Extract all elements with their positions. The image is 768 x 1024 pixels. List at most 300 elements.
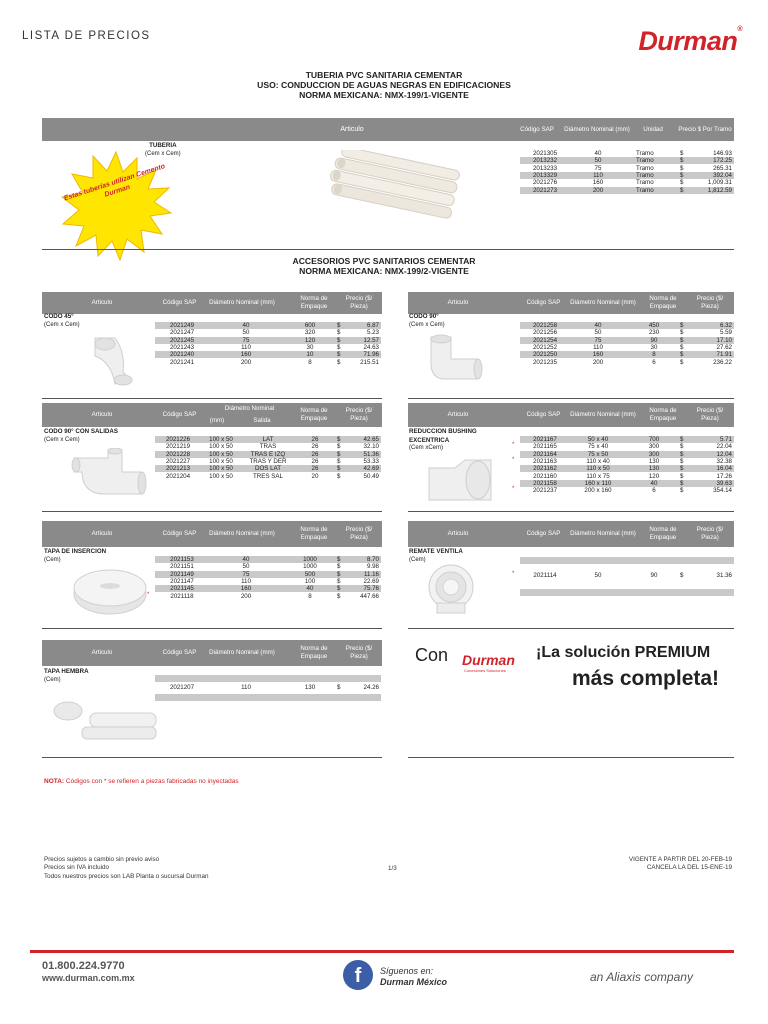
codo-salidas-image (68, 448, 148, 498)
codigo-cell: 2021254 (532, 336, 558, 344)
empaque-cell: 6 (652, 358, 656, 366)
remate-name: REMATE VENTILA (409, 548, 463, 555)
currency-cell: $ (337, 585, 341, 593)
precio-cell: 42.65 (363, 436, 379, 443)
empaque-cell: 90 (650, 572, 658, 579)
precio-cell: 53.33 (363, 457, 379, 465)
diametro-cell: 75 (242, 570, 250, 578)
salida-cell: TRES SAL (253, 472, 283, 480)
footer-left (44, 856, 209, 881)
codigo-cell: 2021219 (165, 443, 191, 451)
salida-cell: TRAS E IZQ (250, 450, 286, 458)
codigo-cell: 2021249 (169, 322, 195, 329)
header-norma: Norma de Empaque (300, 526, 328, 541)
diametro-cell: 110 x 50 (586, 465, 610, 473)
diametro-cell: 160 (592, 351, 604, 359)
header-diametro: Diámetro Nominal (mm) (564, 125, 630, 133)
table-row (155, 578, 381, 585)
divider (408, 628, 734, 629)
empaque-cell: 1000 (303, 556, 317, 563)
diametro-cell: 75 (594, 336, 602, 344)
codigo-cell: 2021147 (170, 577, 194, 585)
codigo-cell: 2021243 (169, 343, 195, 351)
unidad-cell: Tramo (636, 186, 654, 194)
table-row (512, 456, 734, 465)
currency-cell: $ (337, 570, 341, 578)
codo45-label (44, 313, 80, 329)
codigo-cell: 2021305 (532, 150, 558, 157)
table-row (155, 451, 381, 458)
diametro-cell: 100 x 50 (209, 443, 233, 451)
currency-cell: $ (680, 164, 684, 172)
header-diametro: Diámetro Nominal (mm) (570, 299, 636, 306)
currency-cell: $ (337, 443, 341, 451)
currency-cell: $ (680, 171, 684, 179)
currency-cell: $ (337, 457, 341, 465)
diametro-cell: 75 x 50 (587, 450, 609, 458)
codo90-image (425, 333, 485, 388)
tube-table-header (42, 118, 734, 141)
header-codigo: Código SAP (162, 649, 197, 656)
codigo-cell: 2021237 (532, 487, 558, 495)
unidad-cell: Tramo (636, 171, 654, 179)
codigo-cell: 2013232 (532, 157, 558, 165)
empaque-cell: 26 (311, 450, 319, 458)
empaque-cell: 120 (648, 472, 660, 480)
currency-cell: $ (680, 351, 684, 359)
header-codigo: Código SAP (526, 530, 561, 537)
codigo-cell: 2021118 (170, 592, 194, 600)
divider (408, 757, 734, 758)
tapa-hembra-label (44, 668, 89, 684)
header-articulo: Articulo (340, 125, 364, 133)
precio-cell: 1,009.31 (707, 179, 732, 187)
diametro-cell: 50 (594, 572, 602, 579)
currency-cell: $ (337, 472, 341, 480)
header-articulo: Articulo (91, 649, 113, 656)
header-diametro: Diámetro Nominal (224, 405, 275, 412)
promo-logo-sub: Conexiones Soluciones (464, 668, 506, 673)
header-articulo: Articulo (91, 411, 113, 418)
currency-cell: $ (337, 343, 341, 351)
empaque-cell: 40 (306, 585, 314, 593)
accesorios-heading (0, 256, 768, 276)
precio-cell: 146.93 (713, 150, 732, 157)
header-codigo: Código SAP (526, 411, 561, 418)
empaque-cell: 500 (304, 570, 316, 578)
remate-sub: (Cem) (409, 556, 426, 563)
codigo-cell: 2021226 (165, 436, 191, 443)
footer-left-3: Todos nuestros precios son LAB Planta o sucursal Durman (44, 872, 209, 880)
fabricated-asterisk: * (512, 442, 515, 449)
header-codigo: Código SAP (162, 530, 197, 537)
header-diametro: Diámetro Nominal (mm) (209, 530, 275, 537)
precio-cell: 24.26 (363, 684, 379, 691)
main-heading-line1: TUBERIA PVC SANITARIA CEMENTAR (305, 70, 463, 80)
facebook-line1: Síguenos en: (380, 966, 434, 976)
diametro-cell: 75 (594, 164, 602, 172)
codo90-name: CODO 90° (409, 313, 439, 320)
currency-cell: $ (680, 457, 684, 465)
diametro-cell: 200 (240, 592, 252, 600)
table-row (512, 571, 734, 579)
contact-phone[interactable]: 01.800.224.9770 (42, 960, 125, 972)
divider (42, 511, 382, 512)
table-row (155, 359, 381, 366)
table-row (520, 465, 734, 472)
pvc-pipes-image (325, 150, 465, 230)
diametro-cell: 110 (241, 684, 251, 691)
tuberia-name: TUBERIA (149, 142, 177, 149)
codo-salidas-sub: (Cem x Cem) (44, 436, 80, 443)
header-articulo: Articulo (91, 299, 113, 306)
precio-cell: 27.62 (716, 343, 732, 351)
empaque-cell: 10 (306, 351, 314, 359)
table-row (520, 344, 734, 351)
header-norma: Norma de Empaque (649, 407, 677, 422)
precio-cell: 50.49 (363, 472, 379, 480)
codigo-cell: 2021151 (170, 563, 194, 571)
table-row (520, 337, 734, 344)
header-norma: Norma de Empaque (300, 407, 328, 422)
precio-cell: 42.69 (363, 465, 379, 473)
diametro-cell: 110 (241, 577, 251, 585)
precio-cell: 6.87 (366, 322, 379, 329)
precio-cell: 236.22 (713, 358, 732, 366)
currency-cell: $ (337, 450, 341, 458)
table-row (155, 337, 381, 344)
table-row (512, 442, 734, 451)
header-precio: Precio $ Por Tramo (678, 125, 732, 133)
starburst-text: Estas tuberías utilizan Cemento Durman (63, 163, 167, 203)
header-mm: (mm) (209, 417, 225, 424)
footer-right-2: CANCELA LA DEL 15-ENE-19 (646, 864, 732, 872)
diametro-cell: 40 (242, 322, 250, 329)
salida-cell: TRAS (259, 443, 277, 451)
currency-cell: $ (337, 592, 341, 600)
table-row (155, 473, 381, 480)
diametro-cell: 160 x 110 (584, 479, 612, 487)
diametro-cell: 110 x 75 (586, 472, 610, 480)
diametro-cell: 100 x 50 (209, 450, 233, 458)
currency-cell: $ (337, 436, 341, 443)
header-precio: Precio ($/ Pieza) (345, 526, 373, 541)
header-diametro: Diámetro Nominal (mm) (570, 411, 636, 418)
codo45-header (42, 292, 382, 314)
codigo-cell: 2021245 (169, 336, 195, 344)
header-codigo: Código SAP (520, 125, 554, 133)
precio-cell: 12.57 (363, 336, 379, 344)
tapa-insercion-image (70, 566, 150, 616)
codigo-cell: 2021204 (165, 472, 191, 480)
header-articulo: Articulo (91, 530, 113, 537)
header-norma: Norma de Empaque (300, 295, 328, 310)
header-codigo: Código SAP (162, 411, 197, 418)
table-row (155, 563, 381, 570)
divider (42, 628, 382, 629)
tapa-insercion-name: TAPA DE INSERCION (44, 548, 107, 555)
table-row (520, 329, 734, 336)
currency-cell: $ (337, 336, 341, 344)
precio-cell: 16.04 (716, 465, 732, 473)
durman-logo (638, 26, 742, 57)
fabricated-asterisk: * (147, 591, 150, 598)
empaque-cell: 8 (308, 358, 312, 366)
reduccion-image (425, 458, 495, 503)
footer-left-1: Precios sujetos a cambio sin previo aviso (44, 856, 160, 863)
codigo-cell: 2021165 (533, 443, 557, 451)
table-row (155, 344, 381, 351)
precio-cell: 12.04 (716, 450, 732, 458)
empaque-cell: 450 (648, 322, 660, 329)
header-precio: Precio ($/ Pieza) (696, 295, 724, 310)
table-row (155, 436, 381, 443)
diametro-cell: 200 x 160 (584, 487, 612, 495)
aliaxis-logo: an Aliaxis company (590, 970, 693, 984)
header-norma: Norma de Empaque (300, 645, 328, 660)
precio-cell: 75.76 (363, 585, 379, 593)
empaque-cell: 30 (650, 343, 658, 351)
empaque-cell: 90 (650, 336, 658, 344)
empaque-cell: 320 (304, 329, 316, 337)
table-row (155, 684, 381, 691)
precio-cell: 31.36 (716, 572, 732, 579)
header-salida: Salida (253, 417, 271, 424)
codigo-cell: 2021164 (533, 450, 557, 458)
currency-cell: $ (680, 472, 684, 480)
currency-cell: $ (337, 322, 341, 329)
precio-cell: 17.26 (716, 472, 732, 480)
tapa-hembra-image (52, 697, 162, 742)
header-codigo: Código SAP (162, 299, 197, 306)
table-row (155, 465, 381, 472)
currency-cell: $ (680, 322, 684, 329)
main-heading-line2: USO: CONDUCCION DE AGUAS NEGRAS EN EDIFICACIONES (257, 80, 511, 90)
precio-cell: 71.91 (716, 351, 732, 359)
diametro-cell: 40 (594, 150, 602, 157)
codigo-cell: 2021227 (165, 457, 191, 465)
diametro-cell: 110 (593, 171, 603, 179)
currency-cell: $ (680, 358, 684, 366)
precio-cell: 22.69 (363, 577, 379, 585)
currency-cell: $ (680, 443, 684, 451)
diametro-cell: 200 (592, 358, 604, 366)
empaque-cell: 26 (311, 443, 319, 451)
table-row (520, 165, 734, 172)
precio-cell: 71.96 (363, 351, 379, 359)
codigo-cell: 2013233 (532, 164, 558, 172)
empaque-cell: 700 (648, 436, 660, 443)
main-heading (0, 70, 768, 100)
empaque-cell: 230 (648, 329, 660, 337)
fabricated-asterisk: * (512, 456, 515, 463)
table-row (520, 157, 734, 164)
table-row (155, 571, 381, 578)
empaque-cell: 26 (311, 465, 319, 473)
footer-right-1: VIGENTE A PARTIR DEL 20-FEB-19 (628, 856, 732, 863)
diametro-cell: 110 (593, 343, 603, 351)
empaque-cell: 120 (304, 336, 316, 344)
divider (42, 249, 734, 250)
precio-cell: 6.32 (719, 322, 732, 329)
codo-salidas-name: CODO 90° CON SALIDAS (44, 428, 118, 435)
diametro-cell: 110 (241, 343, 251, 351)
codo45-sub: (Cem x Cem) (44, 321, 80, 328)
divider (42, 398, 382, 399)
precio-cell: 11.16 (363, 570, 379, 578)
codigo-cell: 2021160 (533, 472, 557, 480)
empaque-cell: 8 (308, 592, 312, 600)
promo-line2: más completa! (572, 667, 720, 690)
table-row (155, 443, 381, 450)
currency-cell: $ (337, 577, 341, 585)
header-precio: Precio ($/ Pieza) (345, 645, 373, 660)
header-diametro: Diámetro Nominal (mm) (209, 299, 275, 306)
codigo-cell: 2021252 (532, 343, 558, 351)
reduccion-sub: (Cem xCem) (409, 445, 443, 451)
precio-cell: 215.51 (360, 358, 379, 366)
diametro-cell: 160 (240, 351, 252, 359)
table-row (147, 591, 381, 600)
divider (408, 398, 734, 399)
currency-cell: $ (680, 186, 684, 194)
header-norma: Norma de Empaque (649, 295, 677, 310)
header-articulo: Articulo (447, 411, 469, 418)
precio-cell: 32.38 (716, 457, 732, 465)
currency-cell: $ (680, 436, 684, 443)
bottom-red-bar (30, 950, 734, 953)
salida-cell: DOS LAT (254, 465, 281, 473)
currency-cell: $ (680, 487, 684, 495)
diametro-cell: 50 x 40 (587, 436, 609, 443)
table-row (155, 322, 381, 329)
codigo-cell: 2021241 (169, 358, 195, 366)
codigo-cell: 2021213 (165, 465, 191, 473)
codigo-cell: 2013329 (532, 171, 558, 179)
currency-cell: $ (680, 343, 684, 351)
codigo-cell: 2021247 (169, 329, 195, 337)
empaque-cell: 130 (304, 684, 316, 691)
header-precio: Precio ($/ Pieza) (345, 295, 373, 310)
empaque-cell: 26 (311, 457, 319, 465)
currency-cell: $ (337, 351, 341, 359)
codo-salidas-header (42, 403, 382, 427)
currency-cell: $ (680, 157, 684, 165)
header-diametro: Diámetro Nominal (mm) (570, 530, 636, 537)
codigo-cell: 2021149 (170, 570, 194, 578)
currency-cell: $ (680, 336, 684, 344)
header-diametro: Diámetro Nominal (mm) (209, 649, 275, 656)
document-title: LISTA DE PRECIOS (22, 30, 151, 42)
empaque-cell: 130 (648, 457, 660, 465)
table-row (520, 187, 734, 194)
contact-website[interactable]: www.durman.com.mx (42, 973, 135, 983)
empaque-cell: 40 (650, 479, 658, 487)
precio-cell: 172.25 (713, 157, 732, 165)
unidad-cell: Tramo (636, 150, 654, 157)
precio-cell: 22.04 (716, 443, 732, 451)
salida-cell: LAT (262, 436, 274, 443)
currency-cell: $ (337, 563, 341, 571)
currency-cell: $ (680, 450, 684, 458)
currency-cell: $ (680, 572, 684, 579)
codigo-cell: 2021273 (532, 186, 558, 194)
codo45-image (85, 332, 140, 387)
codigo-cell: 2021207 (169, 684, 195, 691)
precio-cell: 447.66 (360, 592, 379, 600)
header-articulo: Articulo (447, 530, 469, 537)
codigo-cell: 2021162 (533, 465, 557, 473)
table-row (520, 359, 734, 366)
codigo-cell: 2021250 (532, 351, 558, 359)
unidad-cell: Tramo (636, 157, 654, 165)
tapa-insercion-header (42, 521, 382, 547)
tapa-hembra-header (42, 640, 382, 666)
table-row (520, 480, 734, 487)
table-row (155, 351, 381, 358)
empaque-cell: 130 (648, 465, 660, 473)
diametro-cell: 50 (594, 157, 602, 165)
diametro-cell: 100 x 50 (209, 457, 233, 465)
header-articulo: Articulo (447, 299, 469, 306)
currency-cell: $ (337, 465, 341, 473)
table-row (520, 473, 734, 480)
codigo-cell: 2021240 (169, 351, 195, 359)
precio-cell: 51.36 (363, 450, 379, 458)
diametro-cell: 50 (242, 329, 250, 337)
divider (42, 757, 382, 758)
diametro-cell: 110 x 40 (586, 457, 610, 465)
empaque-cell: 6 (652, 487, 656, 495)
currency-cell: $ (680, 479, 684, 487)
reduccion-label (409, 428, 489, 453)
footer-left-2: Precios sin IVA incluido (44, 864, 109, 872)
page-number: 1/3 (388, 865, 397, 872)
facebook-icon[interactable]: f (343, 960, 373, 990)
empaque-cell: 26 (311, 436, 319, 443)
codigo-cell: 2021235 (532, 358, 558, 366)
diametro-cell: 200 (240, 358, 252, 366)
note-label: NOTA: (44, 778, 65, 785)
precio-cell: 8.70 (366, 556, 379, 563)
remate-header (408, 521, 734, 547)
reduccion-name: REDUCCION BUSHING EXCENTRICA (409, 428, 477, 444)
tapa-insercion-label (44, 548, 106, 564)
note (44, 778, 239, 785)
codo45-name: CODO 45° (44, 313, 74, 320)
brand-name: Durman (638, 26, 738, 56)
table-row (520, 150, 734, 157)
fabricated-asterisk: * (512, 571, 515, 577)
empaque-cell: 30 (306, 343, 314, 351)
fabricated-asterisk: * (512, 486, 515, 493)
currency-cell: $ (337, 358, 341, 366)
facebook-follow[interactable] (380, 966, 447, 988)
precio-cell: 39.63 (716, 479, 732, 487)
reduccion-header (408, 403, 734, 427)
diametro-cell: 160 (240, 585, 252, 593)
precio-cell: 32.10 (363, 443, 379, 451)
empaque-cell: 100 (304, 577, 316, 585)
precio-cell: 1,812.59 (707, 186, 732, 194)
empaque-cell: 1000 (303, 563, 317, 571)
remate-ventila-image (425, 563, 480, 618)
codigo-cell: 2021276 (532, 179, 558, 187)
salida-cell: TRAS Y DER (249, 457, 287, 465)
promo-line1: ¡La solución PREMIUM (536, 644, 711, 661)
codigo-cell: 2021158 (533, 479, 557, 487)
table-row (155, 556, 381, 563)
